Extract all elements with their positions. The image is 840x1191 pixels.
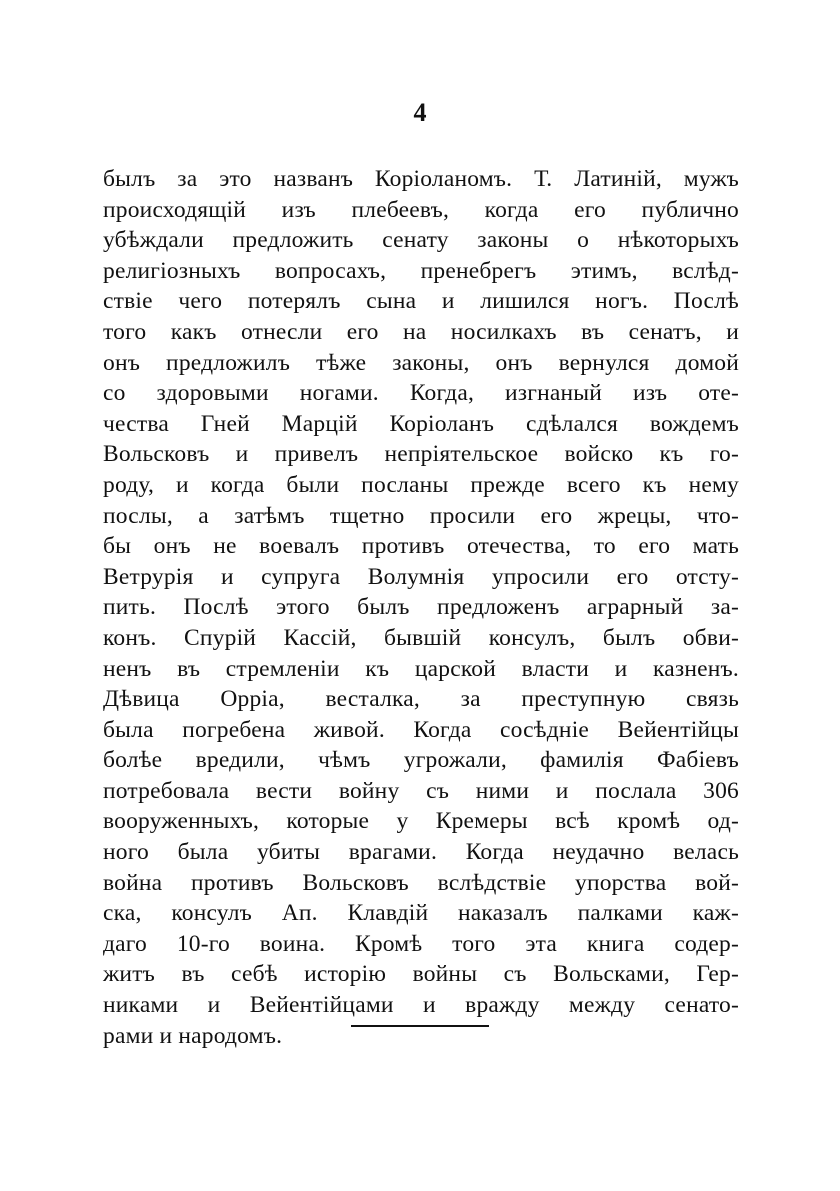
text-line-29: рами и народомъ. <box>103 1022 283 1049</box>
text-line-13: бы онъ не воевалъ противъ отечества, то его мать <box>103 533 739 560</box>
text-line-24: война противъ Вольсковъ вслѣдствіе упорства вой- <box>103 869 739 896</box>
text-line-9: чества Гней Марцій Коріоланъ сдѣлался вождемъ <box>103 410 739 437</box>
text-line-11: роду, и когда были посланы прежде всего къ нему <box>103 471 739 498</box>
text-line-17: ненъ въ стремленіи къ царской власти и казненъ. <box>103 655 739 682</box>
text-line-15: пить. Послѣ этого былъ предложенъ аграрный за- <box>103 594 739 621</box>
page-number: 4 <box>413 98 427 127</box>
text-line-23: ного была убиты врагами. Когда неудачно велась <box>103 839 739 866</box>
text-line-3: убѣждали предложить сенату законы о нѣкоторыхъ <box>103 227 739 254</box>
text-line-27: житъ въ себѣ исторію войны съ Вольсками, Гер- <box>103 961 739 988</box>
text-line-20: болѣе вредили, чѣмъ угрожали, фамилія Фабіевъ <box>103 747 739 774</box>
text-line-6: того какъ отнесли его на носилкахъ въ сенатъ, и <box>103 318 739 345</box>
text-line-8: со здоровыми ногами. Когда, изгнаный изъ оте- <box>103 380 739 407</box>
body-text <box>103 164 739 1051</box>
text-line-25: ска, консулъ Ап. Клавдій наказалъ палками каж- <box>103 900 739 927</box>
text-line-21: потребовала вести войну съ ними и послала 306 <box>103 777 739 804</box>
text-line-19: была погребена живой. Когда сосѣдніе Вейентійцы <box>103 716 739 743</box>
text-line-12: послы, а затѣмъ тщетно просили его жрецы, что- <box>103 502 739 529</box>
text-line-2: происходящій изъ плебеевъ, когда его публично <box>103 196 739 223</box>
text-line-5: ствіе чего потерялъ сына и лишился ногъ. Послѣ <box>103 288 739 315</box>
text-line-18: Дѣвица Орріа, весталка, за преступную связь <box>103 686 739 713</box>
text-line-4: религіозныхъ вопросахъ, пренебрегъ этимъ, вслѣд- <box>103 257 739 284</box>
text-line-10: Вольсковъ и привелъ непріятельское войско къ го- <box>103 441 739 468</box>
section-end-rule <box>351 1025 489 1027</box>
text-line-22: вооруженныхъ, которые у Кремеры всѣ кромѣ од- <box>103 808 739 835</box>
text-line-14: Ветрурія и супруга Волумнія упросили его отсту- <box>103 563 739 590</box>
text-line-1: былъ за это названъ Коріоланомъ. Т. Латиній, мужъ <box>103 166 739 192</box>
text-line-7: онъ предложилъ тѣже законы, онъ вернулся домой <box>103 349 739 376</box>
text-line-28: никами и Вейентійцами и вражду между сенато- <box>103 992 739 1019</box>
text-line-26: даго 10-го воина. Кромѣ того эта книга содер- <box>103 930 739 957</box>
text-line-16: конъ. Спурій Кассій, бывшій консулъ, былъ обви- <box>103 624 739 651</box>
